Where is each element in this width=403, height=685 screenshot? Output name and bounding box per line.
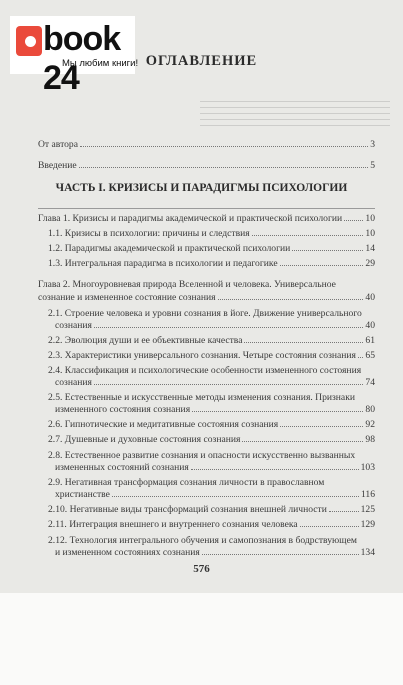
toc-entry-intro: Введение 5 [38, 160, 375, 171]
section-entry: 2.11. Интеграция внешнего и внутреннего сознания человека 129 [48, 519, 375, 530]
section-entry: 1.3. Интегральная парадигма в психологии и педагогике 29 [48, 258, 375, 269]
section-entry: 1.1. Кризисы в психологии: причины и следствия 10 [48, 228, 375, 239]
section-entry-line1: 2.4. Классификация и психологические особенности измененного состояния [48, 365, 362, 376]
section-entry-line1: 2.9. Негативная трансформация сознания личности в православном [48, 477, 325, 488]
page-number: 576 [193, 563, 210, 575]
logo-brand-text: book 24 [43, 20, 121, 97]
section-entry: христианстве 116 [55, 489, 375, 500]
section-entry: 2.2. Эволюция души и ее объективные качества 61 [48, 335, 375, 346]
section-entry-line1: 2.12. Технология интегрального обучения и самопознания в бодрствующем [48, 535, 357, 546]
page-shadow-area [0, 593, 403, 685]
toc-entry-author: От автора 3 [38, 139, 375, 150]
logo-tagline: Мы любим книги! [62, 58, 139, 69]
section-entry: 1.2. Парадигмы академической и практической психологии 14 [48, 243, 375, 254]
part-title: ЧАСТЬ I. КРИЗИСЫ И ПАРАДИГМЫ ПСИХОЛОГИИ [55, 182, 348, 194]
section-entry-line1: 2.1. Строение человека и уровни сознания в йоге. Движение универсального [48, 308, 362, 319]
section-entry: сознания 40 [55, 320, 375, 331]
chapter-2-entry: сознание и измененное состояние сознания 40 [38, 292, 375, 303]
section-entry: 2.6. Гипнотические и медитативные состояния сознания 92 [48, 419, 375, 430]
section-entry: 2.3. Характеристики универсального сознания. Четыре состояния сознания 65 [48, 350, 375, 361]
divider [38, 208, 375, 209]
chapter-2-title-line1: Глава 2. Многоуровневая природа Вселенной и человека. Универсальное [38, 279, 336, 290]
section-entry: 2.10. Негативные виды трансформаций сознания внешней личности 125 [48, 504, 375, 515]
show-through-text [200, 96, 390, 136]
toc-heading: ОГЛАВЛЕНИЕ [145, 53, 258, 69]
section-entry: сознания 74 [55, 377, 375, 388]
section-entry: измененных состояний сознания 103 [55, 462, 375, 473]
section-entry: 2.7. Душевные и духовные состояния сознания 98 [48, 434, 375, 445]
chapter-1-entry: Глава 1. Кризисы и парадигмы академической и практической психологии 10 [38, 213, 375, 224]
logo-b-mark [16, 26, 42, 56]
section-entry: и измененном состояниях сознания 134 [55, 547, 375, 558]
section-entry-line1: 2.8. Естественное развитие сознания и опасности искусственно вызванных [48, 450, 356, 461]
section-entry: измененного состояния сознания 80 [55, 404, 375, 415]
section-entry-line1: 2.5. Естественные и искусственные методы изменения сознания. Признаки [48, 392, 355, 403]
